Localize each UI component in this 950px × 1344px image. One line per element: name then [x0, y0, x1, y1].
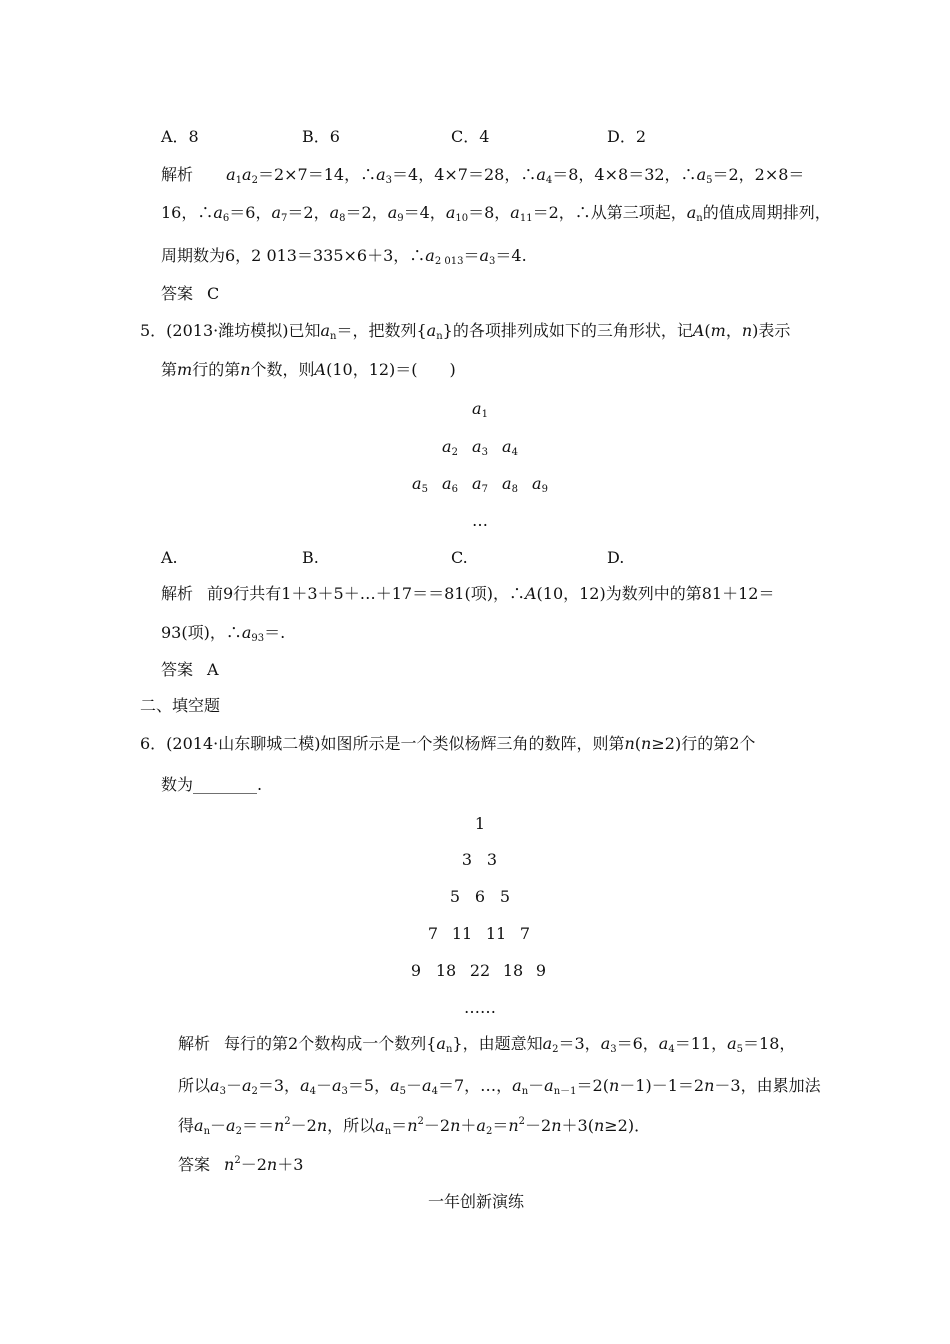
array-number: 1	[474, 814, 486, 833]
section-title: 二、填空题	[140, 696, 221, 715]
q6-answer: 答案 $n^2-2n+3$	[178, 1155, 304, 1174]
option-c: C.	[451, 548, 468, 567]
q5-answer: 答案 A	[161, 660, 219, 679]
q5-stem-line-1: 5．(2013·潍坊模拟)已知$a_n=$，把数列$\{a_n\}$的各项排列成如下的三角形状，记A(m，n)表示	[140, 321, 791, 342]
analysis-label: 解析	[161, 165, 194, 184]
triangle-term: $a_5$	[412, 474, 428, 495]
q4-analysis-line-1: 解析 $a_1a_2=2\times 7=14$，$\therefore a_3=4$，4×7＝28，$\therefore a_4=8$，4×8＝32，$\therefore a_5=2$，2×8＝	[161, 165, 805, 186]
triangle-ellipsis: …	[472, 511, 488, 530]
q6-analysis-line-3: 得$a_n-a_2==n^2-2n$，所以$a_n=n^2-2n+a_2=n^2-2n+3(n\ge 2)$．	[178, 1116, 651, 1137]
q5-analysis-line-2: 93(项)，$\therefore a_{93}=$.	[161, 623, 286, 644]
option-c: C．4	[451, 127, 490, 146]
option-d: D．2	[607, 127, 647, 146]
array-number: 11	[485, 924, 507, 943]
array-number: 9	[535, 961, 547, 980]
array-number: 11	[451, 924, 473, 943]
array-number: 22	[469, 961, 491, 980]
q6-stem-line-1: 6．(2014·山东聊城二模)如图所示是一个类似杨辉三角的数阵，则第n(n≥2)行的第2个	[140, 734, 756, 753]
q5-analysis-line-1: 解析 前9行共有1＋3＋5＋…＋17＝＝81(项)，∴A(10，12)为数列中的第81＋12＝	[161, 584, 775, 603]
section-footer-heading: 一年创新演练	[427, 1192, 525, 1211]
array-number: 18	[435, 961, 457, 980]
q5-stem-line-2: 第m行的第n个数，则A(10，12)＝( )	[161, 360, 456, 379]
triangle-term: $a_1$	[472, 399, 488, 420]
q4-analysis-line-2: 16，$\therefore a_6=6$，$a_7=2$，$a_8=2$，$a_9=4$，$a_{10}=8$，$a_{11}=2$，∴从第三项起，$a_n$的值成周期排列，	[161, 203, 831, 224]
array-number: 5	[499, 887, 511, 906]
triangle-term: $a_9$	[532, 474, 548, 495]
array-ellipsis: ……	[464, 998, 496, 1017]
array-number: 3	[486, 850, 498, 869]
option-a: A.	[161, 548, 178, 567]
q6-analysis-line-2: 所以$a_3-a_2=3$，$a_4-a_3=5$，$a_5-a_4=7$，…，$a_n-a_{n-1}=2(n-1)-1=2n-3$，由累加法	[178, 1076, 821, 1097]
triangle-term: $a_2$	[442, 437, 458, 458]
array-number: 7	[427, 924, 439, 943]
option-a: A．8	[161, 127, 199, 146]
array-number: 3	[461, 850, 473, 869]
triangle-term: $a_8$	[502, 474, 518, 495]
q4-analysis-line-3: 周期数为6，2 013＝335×6＋3，$\therefore a_{2 013}=a_3=4$.	[161, 246, 527, 267]
array-number: 6	[474, 887, 486, 906]
q6-stem-line-2: 数为________.	[161, 775, 263, 794]
q6-analysis-line-1: 解析 每行的第2个数构成一个数列$\{a_n\}$，由题意知$a_2=3$，$a_3=6$，$a_4=11$，$a_5=18$，	[178, 1034, 796, 1055]
option-d: D.	[607, 548, 625, 567]
array-number: 5	[449, 887, 461, 906]
array-number: 9	[410, 961, 422, 980]
triangle-term: $a_7$	[472, 474, 488, 495]
array-number: 7	[519, 924, 531, 943]
array-number: 18	[502, 961, 524, 980]
option-b: B．6	[302, 127, 340, 146]
option-b: B.	[302, 548, 319, 567]
triangle-term: $a_4$	[502, 437, 518, 458]
q4-answer: 答案 C	[161, 284, 220, 303]
triangle-term: $a_6$	[442, 474, 458, 495]
triangle-term: $a_3$	[472, 437, 488, 458]
